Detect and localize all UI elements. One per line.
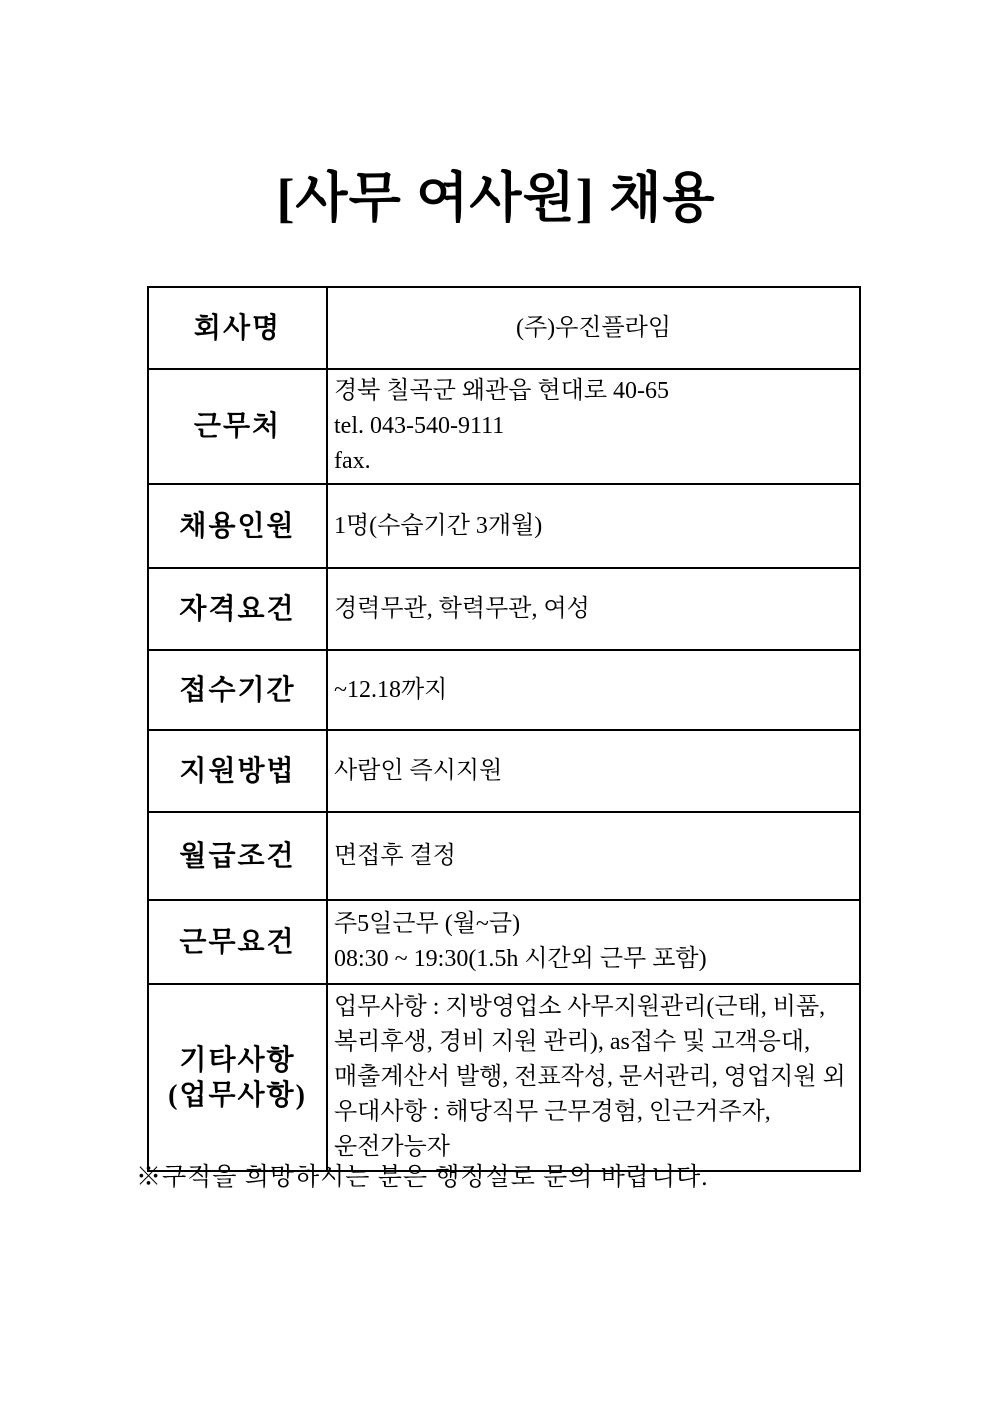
application-method-value	[327, 730, 860, 812]
table-row-qualifications	[148, 568, 860, 650]
label-line: 근무요건	[179, 926, 296, 958]
value-line: 복리후생, 경비 지원 관리), as접수 및 고객응대,	[334, 1029, 811, 1055]
table-row-application-period	[148, 650, 860, 730]
company-name-label	[148, 287, 327, 369]
footnote: ※구직을 희망하시는 분은 행정실로 문의 바랍니다.	[136, 1164, 709, 1191]
job-info-table	[147, 286, 861, 1172]
application-method-label	[148, 730, 327, 812]
value-line: tel. 043-540-9111	[334, 413, 505, 439]
value-line: 사람인 즉시지원	[334, 757, 503, 784]
work-conditions-label	[148, 900, 327, 984]
value-line: 주5일근무 (월~금)	[334, 911, 521, 937]
value-line: 운전가능자	[334, 1134, 450, 1160]
value-line: 경북 칠곡군 왜관읍 현대로 40-65	[334, 378, 670, 404]
label-line: 회사명	[193, 312, 282, 344]
value-line: ~12.18까지	[334, 676, 448, 703]
table-row-headcount	[148, 484, 860, 568]
value-line: 1명(수습기간 3개월)	[334, 512, 543, 539]
other-details-label	[148, 984, 327, 1171]
table-row-other-details	[148, 984, 860, 1171]
label-line: 자격요건	[179, 593, 296, 625]
table-row-company-name	[148, 287, 860, 369]
salary-value	[327, 812, 860, 900]
page-title: [사무 여사원] 채용	[276, 168, 716, 228]
value-line: fax.	[334, 448, 371, 474]
label-line: 채용인원	[179, 510, 296, 542]
value-line: 08:30 ~ 19:30(1.5h 시간외 근무 포함)	[334, 946, 707, 972]
headcount-label	[148, 484, 327, 568]
label-line: 근무처	[193, 411, 282, 442]
application-period-value	[327, 650, 860, 730]
workplace-label	[148, 369, 327, 484]
value-line: (주)우진플라임	[515, 314, 672, 341]
qualifications-value	[327, 568, 860, 650]
headcount-value	[327, 484, 860, 568]
value-line: 면접후 결정	[334, 842, 456, 869]
value-line: 매출계산서 발행, 전표작성, 문서관리, 영업지원 외	[334, 1064, 846, 1090]
table-row-workplace	[148, 369, 860, 484]
label-line: 지원방법	[179, 755, 296, 787]
value-line: 업무사항 : 지방영업소 사무지원관리(근태, 비품,	[334, 994, 826, 1020]
work-conditions-value	[327, 900, 860, 984]
label-line: 접수기간	[179, 674, 296, 706]
value-line: 우대사항 : 해당직무 근무경험, 인근거주자,	[334, 1099, 771, 1125]
company-name-value	[327, 287, 860, 369]
other-details-value	[327, 984, 860, 1171]
table-row-application-method	[148, 730, 860, 812]
qualifications-label	[148, 568, 327, 650]
salary-label	[148, 812, 327, 900]
table-row-salary	[148, 812, 860, 900]
workplace-value	[327, 369, 860, 484]
value-line: 경력무관, 학력무관, 여성	[334, 595, 590, 622]
label-line: (업무사항)	[168, 1079, 307, 1111]
label-line: 월급조건	[179, 840, 296, 872]
application-period-label	[148, 650, 327, 730]
label-line: 기타사항	[179, 1044, 296, 1076]
table-row-work-conditions	[148, 900, 860, 984]
